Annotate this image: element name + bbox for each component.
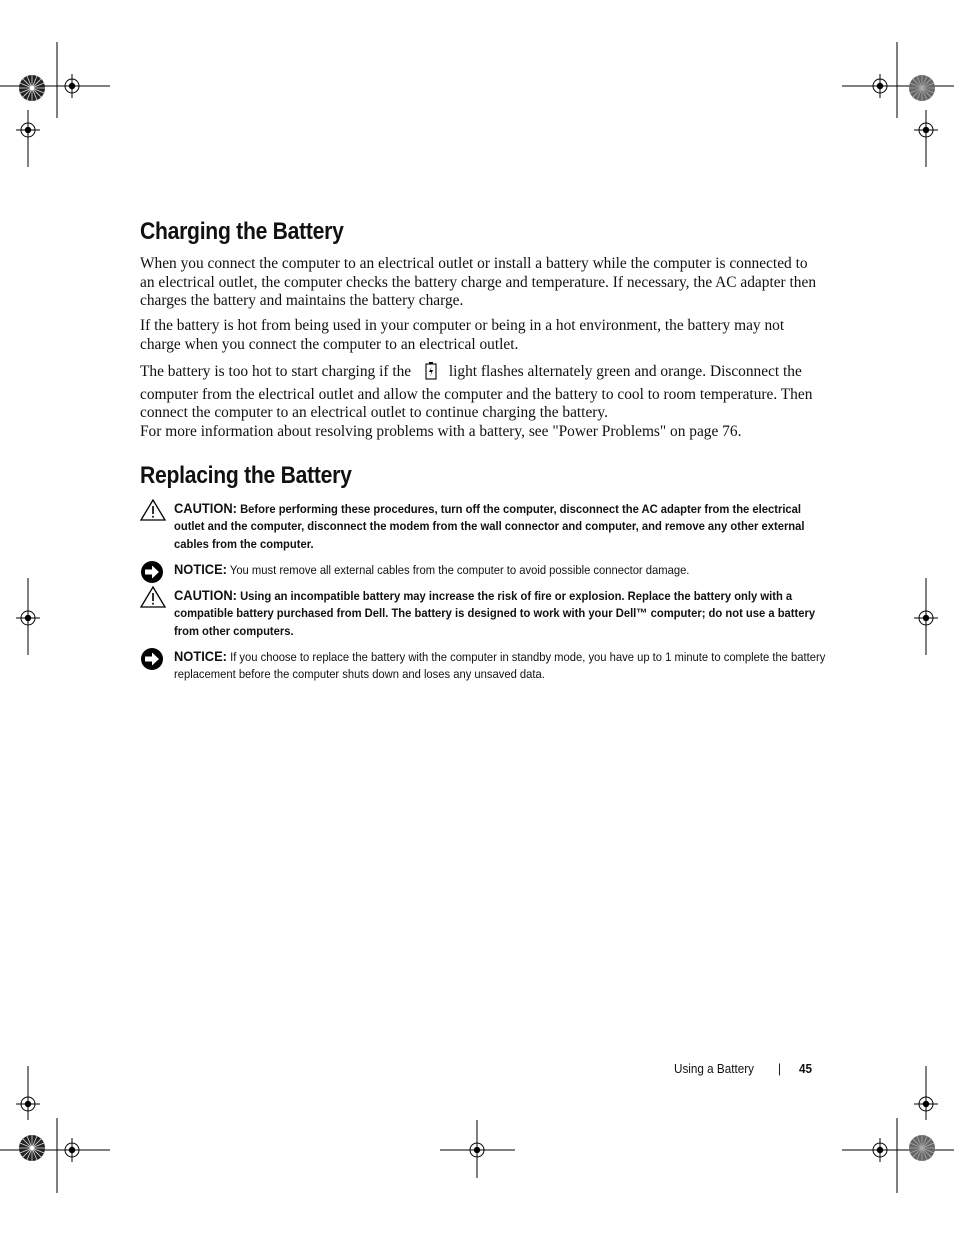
too-hot-text-after: light flashes alternately green and orange. Disconnect the computer from the electrical outlet and allow the computer and the battery to cool to room temperature. Then connect the computer to an electrical outlet to continue charging the battery. — [140, 363, 813, 422]
notice-label: NOTICE: — [174, 561, 227, 577]
paragraph-more-info: For more information about resolving problems with a battery, see "Power Problems" on page 76. — [140, 423, 742, 440]
caution-text: Using an incompatible battery may increase the risk of fire or explosion. Replace the battery only with a compatible battery purchased from Dell. The battery is designed to work with your Dell™ computer; do not use a battery from other computers. — [174, 589, 816, 638]
paragraph-connect-charge: When you connect the computer to an electrical outlet or install a battery while the computer is connected to an electrical outlet, the computer checks the battery charge and temperature. If necessary, the AC adapter then charges the battery and maintains the battery charge. — [140, 255, 817, 310]
notice-text: If you choose to replace the battery with the computer in standby mode, you have up to 1 minute to complete the battery replacement before the computer shuts down and loses any unsaved data. — [174, 650, 826, 682]
notice-arrow-icon — [140, 560, 166, 586]
notice-text: You must remove all external cables from the computer to avoid possible connector damage. — [229, 563, 690, 577]
star-target-icon — [19, 1135, 45, 1161]
caution-text: Before performing these procedures, turn off the computer, disconnect the AC adapter from the electrical outlet and the computer, disconnect the modem from the wall connector and computer, and remove any other external cables from the computer. — [174, 502, 805, 551]
heading-replacing-battery: Replacing the Battery — [140, 462, 352, 489]
notice-label: NOTICE: — [174, 648, 227, 664]
star-target-icon — [19, 75, 45, 101]
too-hot-text-before: The battery is too hot to start charging if the — [140, 363, 412, 380]
heading-charging-battery: Charging the Battery — [140, 218, 344, 245]
gray-star-target-icon — [909, 75, 935, 101]
footer-separator: | — [778, 1061, 782, 1076]
warning-triangle-icon — [140, 499, 166, 525]
footer-section-title: Using a Battery — [674, 1061, 754, 1076]
gray-star-target-icon — [909, 1135, 935, 1161]
caution-label: CAUTION: — [174, 500, 237, 516]
battery-status-icon — [425, 361, 437, 386]
notice-arrow-icon — [140, 647, 166, 673]
caution-label: CAUTION: — [174, 587, 237, 603]
paragraph-hot-battery: If the battery is hot from being used in your computer or being in a hot environment, the battery may not charge when you connect the computer to an electrical outlet. — [140, 317, 785, 353]
warning-triangle-icon — [140, 586, 166, 612]
page-number: 45 — [799, 1061, 813, 1076]
paragraph-too-hot — [140, 361, 820, 423]
